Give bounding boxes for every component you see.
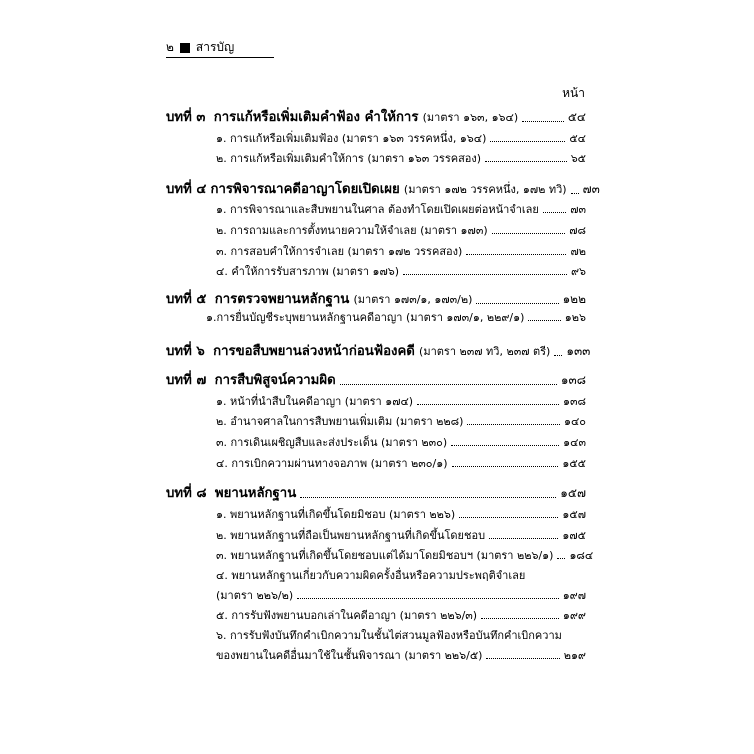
toc-item[interactable] bbox=[166, 505, 586, 523]
leader-dots bbox=[522, 121, 564, 122]
chapter-label: บทที่ ๘ bbox=[166, 486, 207, 501]
item-page: ๑๙๙ bbox=[562, 609, 586, 622]
leader-dots bbox=[481, 618, 559, 619]
item-text: ๓. พยานหลักฐานที่เกิดขึ้นโดยชอบแต่ได้มาโดยมิชอบฯ (มาตรา ๒๒๖/๑) bbox=[216, 549, 554, 562]
toc-item[interactable] bbox=[166, 526, 586, 544]
toc-item[interactable] bbox=[166, 149, 586, 167]
item-text: ๒. อำนาจศาลในการสืบพยานเพิ่มเติม (มาตรา ๒๒๘) bbox=[216, 415, 464, 428]
toc-item[interactable] bbox=[166, 412, 586, 430]
chapter-page: ๕๔ bbox=[567, 110, 586, 124]
toc-item[interactable] bbox=[166, 308, 586, 326]
item-page: ๑๕๗ bbox=[562, 508, 586, 521]
toc-item[interactable] bbox=[166, 221, 586, 239]
chapter-ref: (มาตรา ๑๖๓, ๑๖๔) bbox=[422, 111, 519, 124]
item-cont-text: (มาตรา ๒๒๖/๒) bbox=[216, 589, 294, 602]
toc-chapter-5[interactable] bbox=[166, 288, 586, 309]
toc-item[interactable] bbox=[166, 546, 594, 564]
item-text: ๕. การรับฟังพยานบอกเล่าในคดีอาญา (มาตรา ๒๒๖/๓) bbox=[216, 609, 478, 622]
toc-item-continuation[interactable] bbox=[166, 646, 586, 664]
item-text: ๓. การเดินเผชิญสืบและส่งประเด็น (มาตรา ๒๓๐) bbox=[216, 436, 448, 449]
toc-item[interactable] bbox=[166, 200, 586, 218]
leader-dots bbox=[452, 466, 559, 467]
header-page-number: ๒ bbox=[166, 40, 174, 54]
chapter-title: การแก้หรือเพิ่มเติมคำฟ้อง คำให้การ bbox=[213, 110, 419, 125]
leader-dots bbox=[485, 161, 567, 162]
item-page: ๙๖ bbox=[570, 265, 586, 278]
item-page: ๒๑๙ bbox=[563, 649, 586, 662]
leader-dots bbox=[300, 497, 556, 498]
leader-dots bbox=[467, 424, 560, 425]
leader-dots bbox=[557, 558, 565, 559]
toc-item[interactable] bbox=[166, 433, 586, 451]
toc-chapter-8[interactable] bbox=[166, 482, 586, 503]
chapter-title: การขอสืบพยานล่วงหน้าก่อนฟ้องคดี bbox=[213, 344, 415, 359]
item-text: ๑. หน้าที่นำสืบในคดีอาญา (มาตรา ๑๗๔) bbox=[216, 395, 414, 408]
toc-chapter-4[interactable] bbox=[166, 178, 600, 199]
item-text: ๔. การเบิกความผ่านทางจอภาพ (มาตรา ๒๓๐/๑) bbox=[216, 457, 448, 470]
leader-dots bbox=[489, 538, 558, 539]
leader-dots bbox=[297, 598, 559, 599]
chapter-ref: (มาตรา ๒๓๗ ทวิ, ๒๓๗ ตรี) bbox=[419, 345, 551, 358]
item-text: ๑.การยื่นบัญชีระบุพยานหลักฐานคดีอาญา (มาตรา ๑๗๓/๑, ๒๒๙/๑) bbox=[206, 311, 525, 324]
square-bullet-icon bbox=[180, 43, 190, 53]
page-column-label: หน้า bbox=[562, 86, 585, 100]
item-text: ๒. การแก้หรือเพิ่มเติมคำให้การ (มาตรา ๑๖๓ วรรคสอง) bbox=[216, 152, 482, 165]
leader-dots bbox=[528, 320, 560, 321]
leader-dots bbox=[486, 658, 559, 659]
item-page: ๑๔๓ bbox=[563, 436, 586, 449]
leader-dots bbox=[492, 233, 566, 234]
item-text: ๑. พยานหลักฐานที่เกิดขึ้นโดยมิชอบ (มาตรา ๒๒๖) bbox=[216, 508, 456, 521]
leader-dots bbox=[466, 254, 566, 255]
toc-chapter-3[interactable] bbox=[166, 106, 586, 127]
item-text: ๔. พยานหลักฐานเกี่ยวกับความผิดครั้งอื่นหรือความประพฤติจำเลย bbox=[216, 569, 526, 582]
item-text: ๑. การพิจารณาและสืบพยานในศาล ต้องทำโดยเปิดเผยต่อหน้าจำเลย bbox=[216, 203, 539, 216]
item-page: ๑๙๗ bbox=[562, 589, 586, 602]
chapter-label: บทที่ ๖ bbox=[166, 344, 205, 359]
chapter-title: การตรวจพยานหลักฐาน bbox=[214, 292, 350, 307]
item-page: ๗๒ bbox=[570, 245, 586, 258]
item-page: ๑๘๔ bbox=[569, 549, 594, 562]
item-page: ๑๓๘ bbox=[563, 395, 586, 408]
item-page: ๑๔๐ bbox=[563, 415, 586, 428]
toc-chapter-7[interactable] bbox=[166, 369, 586, 390]
leader-dots bbox=[451, 445, 559, 446]
header-title: สารบัญ bbox=[195, 40, 235, 54]
leader-dots bbox=[476, 303, 558, 304]
chapter-page: ๑๓๓ bbox=[566, 344, 591, 358]
running-header bbox=[166, 38, 234, 57]
toc-item[interactable] bbox=[166, 454, 586, 472]
chapter-title: การพิจารณาคดีอาญาโดยเปิดเผย bbox=[210, 182, 400, 197]
toc-item[interactable] bbox=[166, 129, 586, 147]
chapter-label: บทที่ ๓ bbox=[166, 110, 206, 125]
chapter-page: ๑๕๗ bbox=[560, 486, 586, 500]
chapter-ref: (มาตรา ๑๗๒ วรรคหนึ่ง, ๑๗๒ ทวิ) bbox=[403, 183, 567, 196]
header-underline bbox=[166, 57, 274, 58]
chapter-title: พยานหลักฐาน bbox=[214, 486, 297, 501]
item-page: ๑๗๕ bbox=[562, 529, 586, 542]
chapter-label: บทที่ ๔ bbox=[166, 182, 207, 197]
toc-chapter-6[interactable] bbox=[166, 340, 591, 361]
leader-dots bbox=[417, 404, 559, 405]
chapter-label: บทที่ ๕ bbox=[166, 292, 207, 307]
item-page: ๗๘ bbox=[569, 224, 586, 237]
chapter-title: การสืบพิสูจน์ความผิด bbox=[214, 373, 336, 388]
item-page: ๑๕๕ bbox=[562, 457, 586, 470]
chapter-ref: (มาตรา ๑๗๓/๑, ๑๗๓/๒) bbox=[353, 293, 473, 306]
leader-dots bbox=[543, 212, 566, 213]
leader-dots bbox=[340, 384, 557, 385]
chapter-page: ๗๓ bbox=[582, 182, 600, 196]
toc-item[interactable] bbox=[166, 566, 586, 584]
item-page: ๕๔ bbox=[569, 132, 586, 145]
toc-item[interactable] bbox=[166, 606, 586, 624]
item-page: ๖๕ bbox=[570, 152, 586, 165]
leader-dots bbox=[554, 355, 562, 356]
item-text: ๖. การรับฟังบันทึกคำเบิกความในชั้นไต่สวนมูลฟ้องหรือบันทึกคำเบิกความ bbox=[216, 629, 562, 642]
item-text: ๒. การถามและการตั้งทนายความให้จำเลย (มาตรา ๑๗๓) bbox=[216, 224, 488, 237]
chapter-page: ๑๒๒ bbox=[562, 292, 586, 306]
leader-dots bbox=[403, 274, 567, 275]
chapter-label: บทที่ ๗ bbox=[166, 373, 207, 388]
item-page: ๗๓ bbox=[570, 203, 586, 216]
item-text: ๔. คำให้การรับสารภาพ (มาตรา ๑๗๖) bbox=[216, 265, 400, 278]
item-text: ๓. การสอบคำให้การจำเลย (มาตรา ๑๗๒ วรรคสอง) bbox=[216, 245, 463, 258]
leader-dots bbox=[571, 193, 579, 194]
toc-item[interactable] bbox=[166, 392, 586, 410]
toc-item[interactable] bbox=[166, 242, 586, 260]
item-cont-text: ของพยานในคดีอื่นมาใช้ในชั้นพิจารณา (มาตรา ๒๒๖/๕) bbox=[216, 649, 483, 662]
toc-item[interactable] bbox=[166, 626, 586, 644]
item-text: ๒. พยานหลักฐานที่ถือเป็นพยานหลักฐานที่เกิดขึ้นโดยชอบ bbox=[216, 529, 486, 542]
leader-dots bbox=[490, 141, 565, 142]
toc-item[interactable] bbox=[166, 262, 586, 280]
item-text: ๑. การแก้หรือเพิ่มเติมฟ้อง (มาตรา ๑๖๓ วรรคหนึ่ง, ๑๖๔) bbox=[216, 132, 487, 145]
item-page: ๑๒๖ bbox=[564, 311, 586, 324]
leader-dots bbox=[459, 517, 558, 518]
toc-item-continuation[interactable] bbox=[166, 586, 586, 604]
chapter-page: ๑๓๘ bbox=[560, 373, 586, 387]
